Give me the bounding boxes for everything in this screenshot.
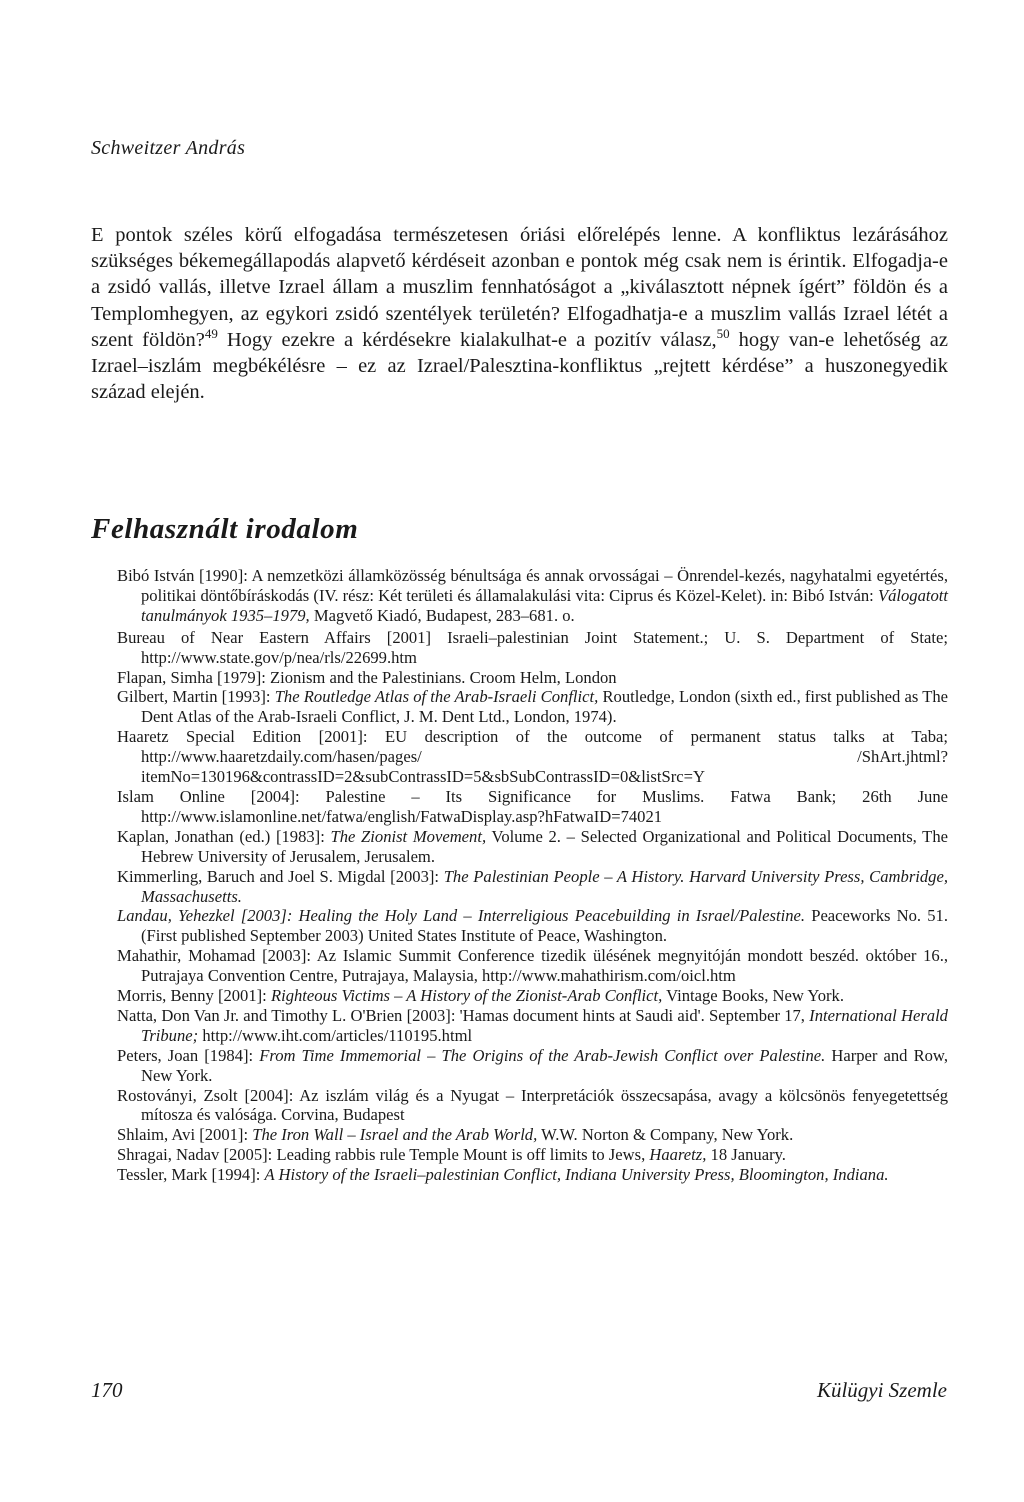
- ref-title: The Iron Wall – Israel and the Arab World,: [252, 1125, 538, 1145]
- ref-text-tail: http://www.iht.com/articles/110195.html: [198, 1025, 473, 1045]
- reference-item: [117, 727, 948, 787]
- ref-text: Kimmerling, Baruch and Joel S. Migdal [2003]:: [117, 866, 444, 886]
- section-title: Felhasznált irodalom: [91, 513, 359, 545]
- ref-title: Landau, Yehezkel [2003]: Healing the Holy Land – Interreligious Peacebuilding in Israel/Palestine.: [117, 906, 806, 926]
- ref-text: Peters, Joan [1984]:: [117, 1045, 260, 1065]
- journal-name: Külügyi Szemle: [816, 1378, 947, 1402]
- reference-item: [117, 1165, 948, 1185]
- paragraph-text-3: hogy van-e lehetőség az Izrael–iszlám megbékélésre – ez az Izrael/Palesztina-konfliktus „rejtett kérdése” a huszonegyedik század elején.: [91, 328, 948, 404]
- ref-text: Morris, Benny [2001]:: [117, 986, 271, 1006]
- reference-item: [117, 566, 948, 626]
- ref-text: Tessler, Mark [1994]:: [117, 1165, 265, 1185]
- ref-text-tail: Routledge, London (sixth ed., first published as The Dent Atlas of the Arab-Israeli Conflict, J. M. Dent Ltd., London, 1974).: [141, 687, 949, 727]
- reference-item: [117, 986, 948, 1006]
- reference-list: [117, 566, 948, 1185]
- ref-text: Bureau of Near Eastern Affairs [2001] Israeli–palestinian Joint Statement.; U. S. Department of State; http://www.state.gov/p/nea/rls/22699.htm: [117, 627, 948, 667]
- reference-item: [117, 1086, 948, 1126]
- ref-title: From Time Immemorial – The Origins of the Arab-Jewish Conflict over Palestine.: [259, 1045, 826, 1065]
- running-head-author: Schweitzer András: [91, 137, 246, 159]
- ref-title: The Zionist Movement,: [330, 826, 487, 846]
- ref-text-tail: Magvető Kiadó, Budapest, 283–681. o.: [309, 605, 575, 625]
- reference-item: [117, 787, 948, 827]
- ref-text-tail: Peaceworks No. 51. (First published September 2003) United States Institute of Peace, Washington.: [141, 906, 948, 946]
- ref-text-tail: Harper and Row, New York.: [141, 1045, 948, 1085]
- ref-text-tail: W.W. Norton & Company, New York.: [537, 1125, 794, 1145]
- ref-title: The Palestinian People – A History. Harvard University Press, Cambridge, Massachusetts.: [141, 866, 948, 906]
- reference-item: [117, 946, 948, 986]
- ref-title: Righteous Victims – A History of the Zionist-Arab Conflict,: [270, 986, 663, 1006]
- paragraph-text-1: E pontok széles körű elfogadása természetesen óriási előrelépés lenne. A konfliktus lezárásához szükséges békemegállapodás alapvető kérdéseit azonban e pontok még csak nem is érintik. Elfogadja-e a zsidó vallás, illetve Izrael állam a muszlim fennhatóságot a „kiválasztott népnek ígért” földön és a Templomhegyen, az egykori zsidó szentélyek területén? Elfogadhatja-e a muszlim vallás Izrael létét a szent földön?: [91, 224, 948, 351]
- ref-text-tail: Vintage Books, New York.: [662, 986, 844, 1006]
- ref-text: Gilbert, Martin [1993]:: [117, 687, 275, 707]
- ref-text: Shragai, Nadav [2005]: Leading rabbis rule Temple Mount is off limits to Jews,: [117, 1145, 650, 1165]
- ref-text: Islam Online [2004]: Palestine – Its Significance for Muslims. Fatwa Bank; 26th June http://www.islamonline.net/fatwa/english/FatwaDisplay.asp?hFatwaID=74021: [117, 786, 948, 826]
- page-number: 170: [91, 1378, 123, 1402]
- reference-item: [117, 827, 948, 867]
- ref-text-tail: Volume 2. – Selected Organizational and Political Documents, The Hebrew University of Jerusalem, Jerusalem.: [141, 826, 948, 866]
- ref-text: Mahathir, Mohamad [2003]: Az Islamic Summit Conference tizedik ülésének megnyitóján mondott beszéd. október 16., Putrajaya Convention Centre, Putrajaya, Malaysia, http://www.mahathirism.com/oicl.htm: [117, 946, 948, 986]
- paragraph-text-2: Hogy ezekre a kérdésekre kialakulhat-e a pozitív válasz,: [217, 328, 717, 351]
- ref-title: Haaretz,: [649, 1145, 707, 1165]
- reference-item: [117, 1125, 948, 1145]
- reference-item: [117, 628, 948, 668]
- ref-text: Kaplan, Jonathan (ed.) [1983]:: [117, 826, 331, 846]
- reference-item: [117, 1046, 948, 1086]
- ref-title: The Routledge Atlas of the Arab-Israeli Conflict,: [274, 687, 599, 707]
- reference-item: [117, 668, 948, 688]
- ref-text: Flapan, Simha [1979]: Zionism and the Palestinians. Croom Helm, London: [117, 667, 617, 687]
- ref-title: Válogatott tanulmányok 1935–1979,: [141, 585, 948, 625]
- reference-item: [117, 1145, 948, 1165]
- ref-text: Shlaim, Avi [2001]:: [117, 1125, 253, 1145]
- reference-item: [117, 867, 948, 907]
- footnote-ref-50[interactable]: 50: [716, 325, 730, 341]
- ref-title: A History of the Israeli–palestinian Conflict, Indiana University Press, Bloomington, Indiana.: [264, 1165, 889, 1185]
- ref-text: Rostoványi, Zsolt [2004]: Az iszlám világ és a Nyugat – Interpretációk összecsapása, avagy a kölcsönös fenyegetettség mítosza és valósága. Corvina, Budapest: [117, 1085, 948, 1125]
- footnote-ref-49[interactable]: 49: [204, 325, 218, 341]
- ref-text: Natta, Don Van Jr. and Timothy L. O'Brien [2003]: 'Hamas document hints at Saudi aid'. September 17,: [117, 1005, 810, 1025]
- ref-text: Haaretz Special Edition [2001]: EU description of the outcome of permanent status talks at Taba; http://www.haaretzdaily.com/hasen/pages/ /ShArt.jhtml?itemNo=130196&contrassID=2&subContrassID=5&sbSubContrassID=0&listSrc=Y: [117, 727, 948, 787]
- ref-text: Bibó István [1990]: A nemzetközi államközösség bénultsága és annak orvosságai – Önrendel-kezés, nagyhatalmi egyetértés, politikai döntőbíráskodás (IV. rész: Két területi és államalakulási vita: Ciprus és Közel-Kelet). in: Bibó István:: [117, 566, 948, 605]
- ref-title: International Herald Tribune;: [141, 1005, 948, 1045]
- reference-item: [117, 1006, 948, 1046]
- ref-text-tail: 18 January.: [706, 1145, 786, 1165]
- reference-item: [117, 687, 948, 727]
- reference-item: [117, 906, 948, 946]
- body-paragraph: [91, 222, 948, 405]
